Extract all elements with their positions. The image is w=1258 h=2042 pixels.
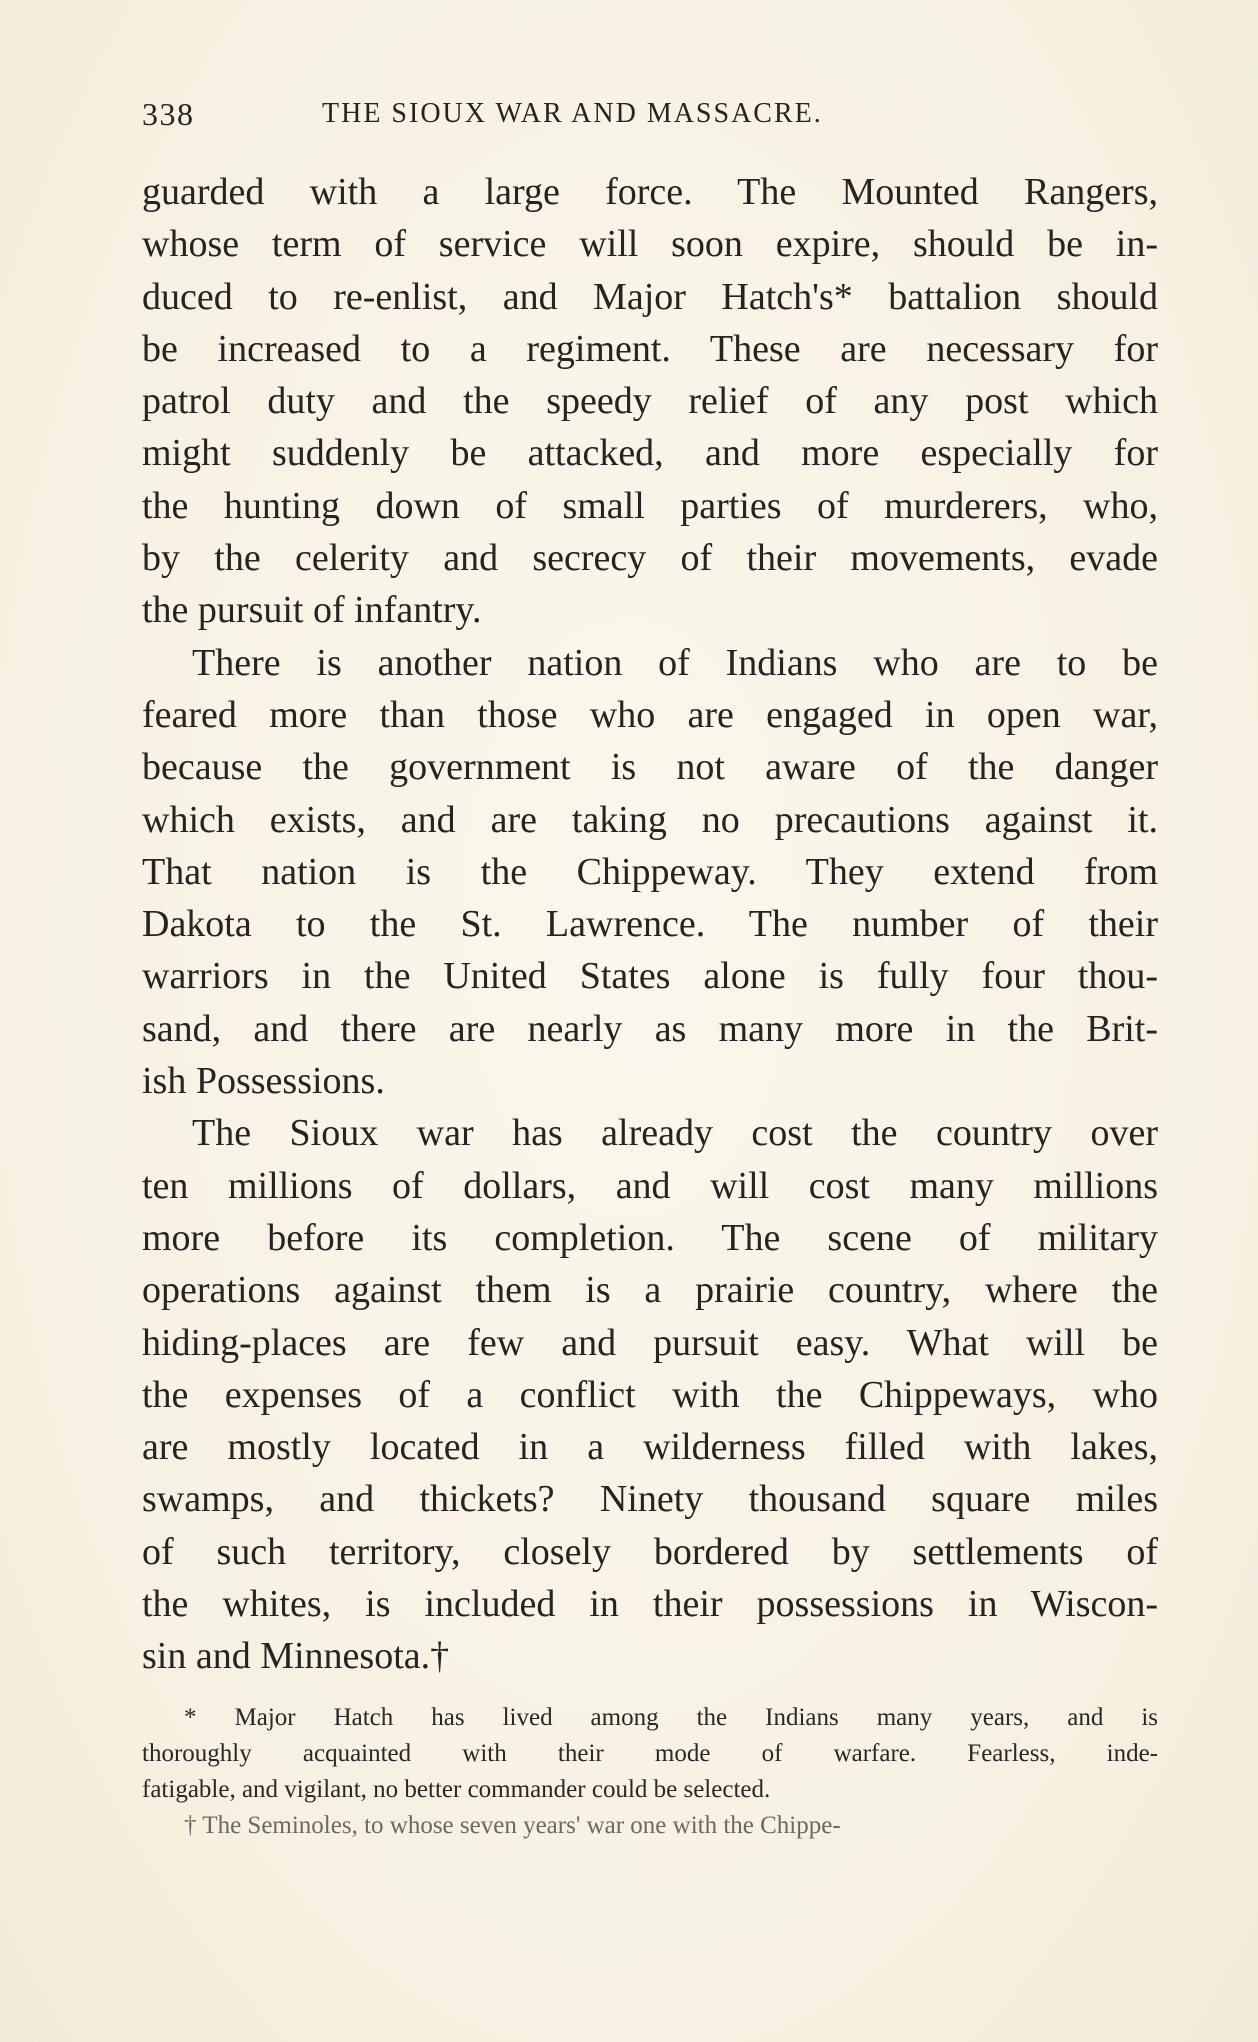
text-line: the expenses of a conflict with the Chippeways, who	[142, 1373, 1158, 1416]
text-line: because the government is not aware of the danger	[142, 746, 1158, 789]
running-head: THE SIOUX WAR AND MASSACRE.	[322, 98, 823, 129]
page-header	[142, 96, 1112, 136]
text-line: feared more than those who are engaged in open war,	[142, 693, 1158, 736]
text-line: by the celerity and secrecy of their movements, evade	[142, 537, 1158, 580]
text-line: duced to re-enlist, and Major Hatch's* battalion should	[142, 275, 1158, 318]
text-line: patrol duty and the speedy relief of any post which	[142, 380, 1158, 423]
text-line: the hunting down of small parties of murderers, who,	[142, 484, 1158, 527]
text-line: hiding-places are few and pursuit easy. What will be	[142, 1321, 1158, 1364]
footnote-line: fatigable, and vigilant, no better commander could be selected.	[142, 1776, 771, 1803]
text-line: which exists, and are taking no precautions against it.	[142, 798, 1158, 841]
page-number: 338	[142, 96, 195, 132]
text-line: are mostly located in a wilderness filled with lakes,	[142, 1426, 1158, 1469]
text-line: of such territory, closely bordered by settlements of	[142, 1530, 1158, 1573]
body-text	[142, 166, 1158, 1683]
text-line: operations against them is a prairie country, where the	[142, 1269, 1158, 1312]
text-line: swamps, and thickets? Ninety thousand square miles	[142, 1478, 1158, 1521]
footnote-line: thoroughly acquainted with their mode of warfare. Fearless, inde-	[142, 1740, 1158, 1767]
footnotes	[142, 1700, 1158, 1844]
text-line: Dakota to the St. Lawrence. The number of their	[142, 903, 1158, 946]
text-line: the whites, is included in their possessions in Wiscon-	[142, 1583, 1158, 1626]
text-line: whose term of service will soon expire, should be in-	[142, 223, 1158, 266]
text-line: more before its completion. The scene of military	[142, 1216, 1158, 1259]
footnote-line: † The Seminoles, to whose seven years' war one with the Chippe-	[184, 1812, 841, 1839]
text-line: sand, and there are nearly as many more in the Brit-	[142, 1007, 1158, 1050]
text-line: There is another nation of Indians who are to be	[192, 641, 1158, 684]
text-line: That nation is the Chippeway. They extend from	[142, 850, 1158, 893]
text-line: might suddenly be attacked, and more especially for	[142, 432, 1158, 475]
text-line: ish Possessions.	[142, 1060, 385, 1103]
text-line: guarded with a large force. The Mounted Rangers,	[142, 171, 1158, 213]
text-line: be increased to a regiment. These are necessary for	[142, 327, 1158, 370]
text-line: The Sioux war has already cost the country over	[192, 1112, 1158, 1155]
text-line: ten millions of dollars, and will cost many millions	[142, 1164, 1158, 1207]
text-line: warriors in the United States alone is fully four thou-	[142, 955, 1158, 998]
text-line: sin and Minnesota.†	[142, 1635, 450, 1678]
footnote-line: * Major Hatch has lived among the Indians many years, and is	[184, 1704, 1158, 1731]
text-line: the pursuit of infantry.	[142, 589, 482, 632]
